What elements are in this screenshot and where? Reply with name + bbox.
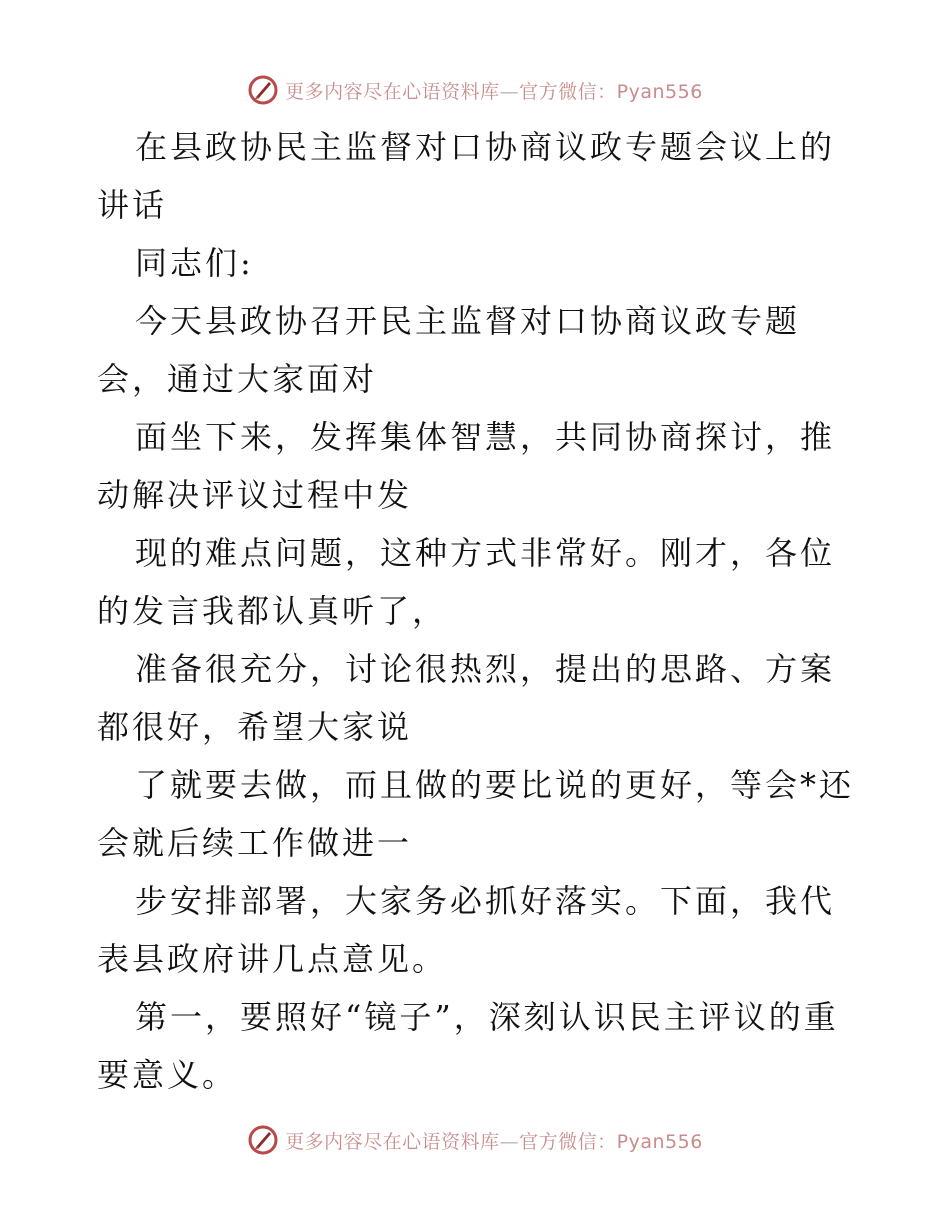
body-paragraph: 现的难点问题，这种方式非常好。刚才，各位的发言我都认真听了， [97, 534, 836, 630]
body-paragraph: 了就要去做，而且做的要比说的更好，等会*还会就后续工作做进一 [97, 766, 855, 862]
section-heading: 第一，要照好“镜子”，深刻认识民主评议的重要意义。 [97, 998, 839, 1094]
quill-logo-icon [247, 74, 279, 106]
watermark-text: 更多内容尽在心语资料库—官方微信：Pyan556 [285, 80, 703, 103]
salutation: 同志们: [135, 244, 254, 282]
footer-watermark [0, 1120, 950, 1160]
body-paragraph: 准备很充分，讨论很热烈，提出的思路、方案都很好，希望大家说 [97, 650, 836, 746]
document-body [97, 118, 857, 1104]
body-paragraph: 今天县政协召开民主监督对口协商议政专题会，通过大家面对 [97, 302, 801, 398]
header-watermark [0, 70, 950, 110]
body-paragraph: 步安排部署，大家务必抓好落实。下面，我代表县政府讲几点意见。 [97, 882, 836, 978]
quill-logo-icon [247, 1124, 279, 1156]
watermark-text: 更多内容尽在心语资料库—官方微信：Pyan556 [285, 1130, 703, 1153]
document-title: 在县政协民主监督对口协商议政专题会议上的讲话 [97, 128, 836, 224]
body-paragraph: 面坐下来，发挥集体智慧，共同协商探讨，推动解决评议过程中发 [97, 418, 836, 514]
